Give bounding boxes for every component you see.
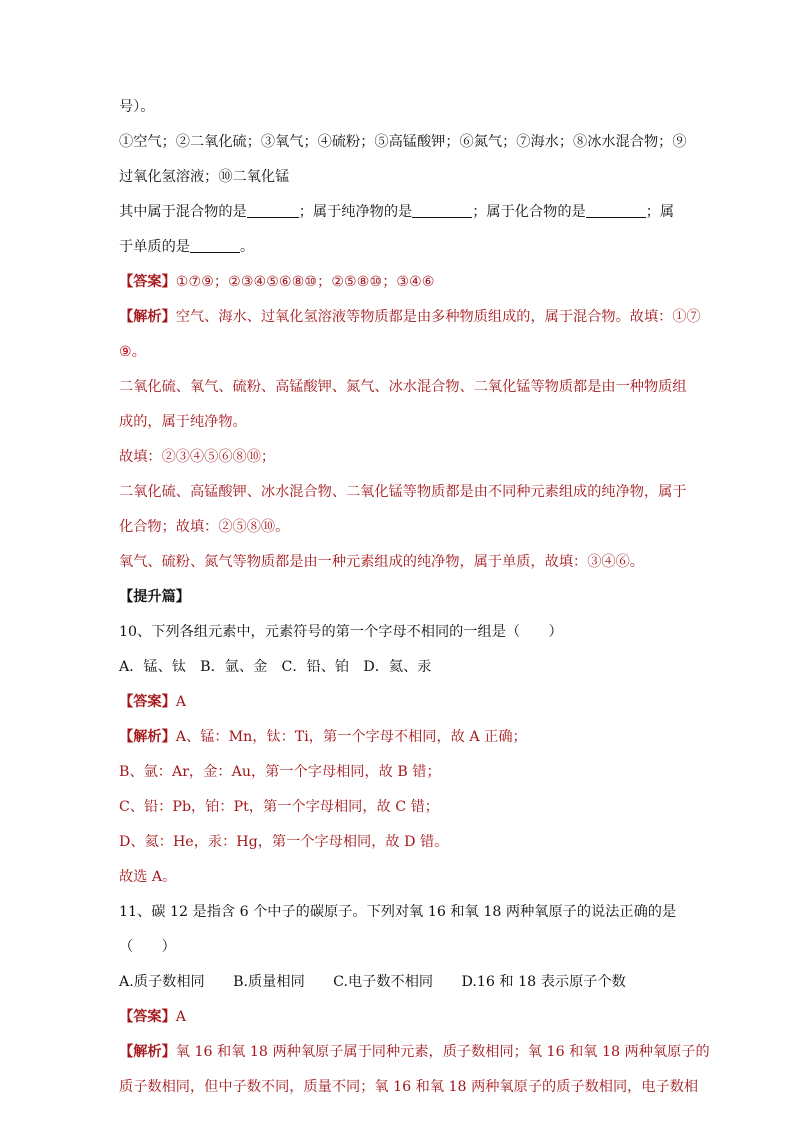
fill-in-question [119, 201, 674, 221]
analysis-text: 空气、海水、过氧化氢溶液等物质都是由多种物质组成的，属于混合物。故填：①⑦ [175, 309, 701, 325]
answer-blank [412, 203, 472, 218]
line-text: 化合物；故填：②⑤⑧⑩。 [119, 519, 290, 535]
question-11-options [119, 971, 626, 991]
analysis-text: A、锰：Mn，钛：Ti，第一个字母不相同，故 A 正确； [175, 729, 527, 745]
line-text: 10、下列各组元素中，元素符号的第一个字母不相同的一组是（ ） [119, 624, 563, 640]
section-heading [119, 586, 190, 606]
line-text: D、氦：He，汞：Hg，第一个字母相同，故 D 错。 [119, 834, 449, 850]
answer-text: A [175, 694, 187, 710]
line-text: 故填：②③④⑤⑥⑧⑩； [119, 449, 276, 465]
line-text: A.质子数相同 B.质量相同 C.电子数不相同 D.16 和 18 表示原子个数 [119, 974, 626, 990]
line-text: 氧气、硫粉、氮气等物质都是由一种元素组成的纯净物，属于单质，故填：③④⑥。 [119, 554, 644, 570]
answer-blank [586, 203, 646, 218]
analysis-line [119, 761, 441, 781]
analysis-tag: 【解析】 [119, 729, 176, 745]
answer-tag: 【答案】 [119, 1009, 176, 1025]
line-text: 【提升篇】 [119, 589, 190, 605]
line-text: 质子数相同，但中子数不同，质量不同；氧 16 和氧 18 两种氧原子的质子数相同，电子数相 [119, 1079, 699, 1095]
question-11-bracket [119, 936, 176, 956]
answer-text: ①⑦⑨；②③④⑤⑥⑧⑩；②⑤⑧⑩；③④⑥ [175, 274, 435, 290]
line-text: 二氧化硫、氧气、硫粉、高锰酸钾、氮气、冰水混合物、二氧化锰等物质都是由一种物质组 [119, 379, 687, 395]
line-text: 故选 A。 [119, 869, 177, 885]
text-line [119, 96, 154, 116]
fill-in-question-cont [119, 236, 254, 256]
analysis-tag: 【解析】 [119, 309, 176, 325]
answer-blank [247, 203, 299, 218]
line-text: 于单质的是 [119, 239, 190, 255]
question-10 [119, 621, 563, 641]
line-text: （ ） [119, 939, 176, 955]
analysis-line [119, 446, 275, 466]
answer-line [119, 271, 435, 291]
analysis-line [119, 1076, 698, 1096]
analysis-line [119, 866, 176, 886]
line-text: 其中属于混合物的是 [119, 204, 247, 220]
analysis-line [119, 796, 439, 816]
line-text: ；属于纯净物的是 [298, 204, 413, 220]
answer-tag: 【答案】 [119, 274, 176, 290]
answer-text: A [175, 1009, 187, 1025]
line-text: C、铅：Pb，铂：Pt，第一个字母相同，故 C 错； [119, 799, 439, 815]
analysis-line [119, 1041, 710, 1061]
line-text: 过氧化氢溶液；⑩二氧化锰 [119, 169, 290, 185]
answer-blank [190, 238, 240, 253]
analysis-line [119, 306, 701, 326]
analysis-text: 氧 16 和氧 18 两种氧原子属于同种元素，质子数相同；氧 16 和氧 18 两种氧原子的 [175, 1044, 710, 1060]
line-text: 成的，属于纯净物。 [119, 414, 247, 430]
line-text: B、氩：Ar，金：Au，第一个字母相同，故 B 错； [119, 764, 441, 780]
line-text: 11、碳 12 是指含 6 个中子的碳原子。下列对氧 16 和氧 18 两种氧原子的说法正确的是 [119, 904, 677, 920]
line-text: 号）。 [119, 99, 155, 115]
line-text: 二氧化硫、高锰酸钾、冰水混合物、二氧化锰等物质都是由不同种元素组成的纯净物，属于 [119, 484, 687, 500]
answer-line [119, 691, 186, 711]
analysis-line [119, 411, 247, 431]
options-list-cont [119, 166, 289, 186]
line-text: 。 [239, 239, 255, 255]
line-text: ；属于化合物的是 [472, 204, 586, 220]
answer-tag: 【答案】 [119, 694, 176, 710]
analysis-line [119, 551, 644, 571]
line-text: ①空气；②二氧化硫；③氧气；④硫粉；⑤高锰酸钾；⑥氮气；⑦海水；⑧冰水混合物；⑨ [119, 134, 687, 150]
analysis-line [119, 341, 146, 361]
analysis-line [119, 516, 289, 536]
options-list [119, 131, 687, 151]
line-text: ⑨。 [119, 344, 146, 360]
analysis-line [119, 831, 448, 851]
line-text: A．锰、钛 B．氩、金 C．铅、铂 D．氦、汞 [119, 659, 432, 675]
line-text: ；属 [645, 204, 675, 220]
analysis-line [119, 376, 687, 396]
analysis-tag: 【解析】 [119, 1044, 176, 1060]
answer-line [119, 1006, 186, 1026]
question-10-options [119, 656, 431, 676]
question-11 [119, 901, 676, 921]
analysis-line [119, 481, 687, 501]
analysis-line [119, 726, 527, 746]
